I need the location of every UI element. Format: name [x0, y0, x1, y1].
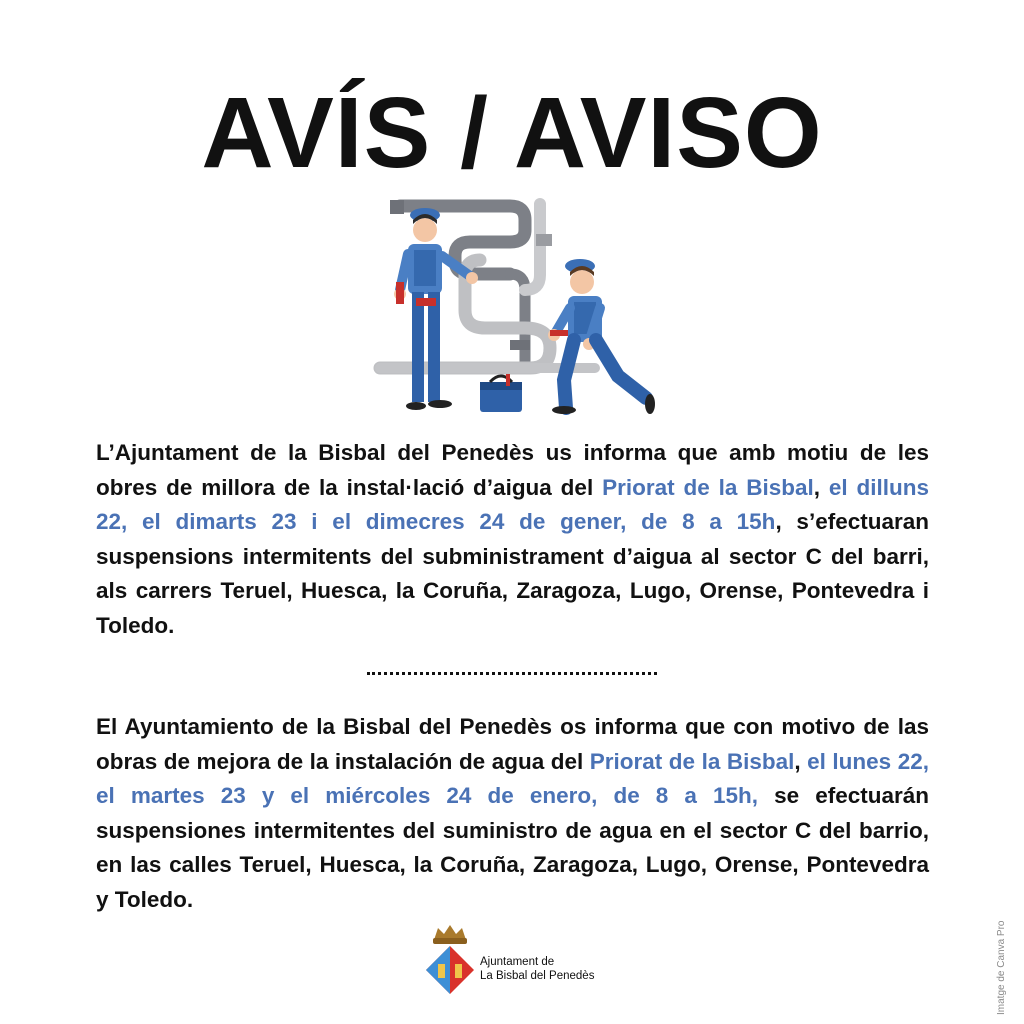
- catalan-place-highlight: Priorat de la Bisbal: [602, 474, 814, 500]
- plumbers-pipes-illustration: [360, 190, 670, 425]
- spanish-separator: ,: [794, 748, 808, 774]
- catalan-dates-highlight: el dilluns 22, el dimarts 23 i el dimecres 24 de gener, de 8 a 15h: [96, 474, 929, 534]
- town-hall-logo: [424, 922, 614, 1002]
- coat-of-arms-icon: [424, 922, 476, 1002]
- catalan-separator: ,: [813, 474, 829, 500]
- spanish-dates-highlight: el lunes 22, el martes 23 y el miércoles 24 de enero, de 8 a 15h,: [96, 748, 929, 808]
- catalan-text-part-1: L’Ajuntament de la Bisbal del Penedès us informa que amb motiu de les obres de millora de la instal·lació d’aigua del: [96, 440, 929, 500]
- logo-text-line-2: La Bisbal del Penedès: [480, 970, 595, 982]
- spanish-text-part-2: se efectuarán suspensiones intermitentes del suministro de agua en el sector C del barrio, en las calles Teruel, Huesca, la Coruña, Zaragoza, Lugo, Orense, Pontevedra y Toledo.: [96, 783, 929, 912]
- notice-title: AVÍS / AVISO: [201, 77, 823, 189]
- catalan-text-part-2: , s’efectuaran suspensions intermitents del subministrament d’aigua al sector C del barri, als carrers Teruel, Huesca, la Coruña, Zaragoza, Lugo, Orense, Pontevedra i Toledo.: [96, 509, 929, 638]
- image-credit: Imatge de Canva Pro: [996, 920, 1007, 1015]
- dotted-divider: [367, 672, 657, 675]
- notice-paragraph-spanish: [96, 710, 929, 917]
- spanish-place-highlight: Priorat de la Bisbal: [589, 748, 795, 774]
- spanish-text-part-1: El Ayuntamiento de la Bisbal del Penedès os informa que con motivo de las obras de mejora de la instalación de agua del: [96, 714, 929, 774]
- notice-paragraph-catalan: [96, 436, 929, 643]
- logo-text-line-1: Ajuntament de: [480, 956, 555, 968]
